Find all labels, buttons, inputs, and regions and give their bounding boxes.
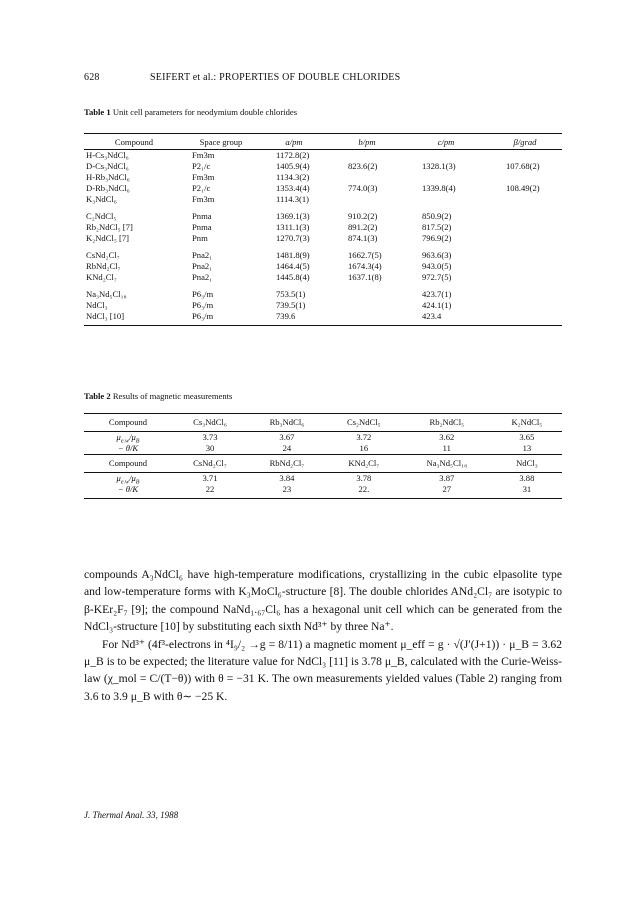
- table1-cell-c: 423.7(1): [422, 289, 452, 299]
- body-text: [84, 566, 562, 705]
- table1-row: [84, 244, 562, 261]
- table2-cell: Cs₃NdCl₆: [172, 414, 248, 432]
- table2-cell: 3.71: [202, 473, 218, 483]
- table1-cell-b: 823.6(2): [348, 161, 378, 171]
- table1-cell-a: 1172.8(2): [276, 150, 310, 160]
- table2-cell: 3.88: [519, 473, 535, 483]
- table2-cell: 30: [205, 443, 215, 453]
- table2-cell: 22.: [326, 484, 402, 499]
- table1-cell-b: 891.2(2): [348, 222, 378, 232]
- table2-cell: 11: [442, 443, 451, 453]
- table1-cell-compound: H-Cs₃NdCl₆: [86, 150, 129, 160]
- table2-cell: 3.73: [202, 432, 218, 442]
- table1-cell-a: 1311.1(3): [276, 222, 310, 232]
- table1-cell-beta: 107.68(2): [506, 161, 540, 171]
- table1-cell-b: [330, 194, 404, 205]
- table1-row: [84, 161, 562, 172]
- table2-caption-text: Results of magnetic measurements: [112, 391, 233, 401]
- table1-cell-a: 1481.8(9): [276, 250, 310, 260]
- table1-cell-group: Fm3m: [192, 150, 215, 160]
- table1-cell-a: 753.5(1): [276, 289, 306, 299]
- table2-moment-row: [84, 432, 562, 444]
- table1-cell-b: [330, 283, 404, 300]
- table1-cell-b: 774.0(3): [348, 183, 378, 193]
- table1-row: [84, 300, 562, 311]
- table1-cell-a: 1270.7(3): [276, 233, 310, 243]
- table1-cell-beta: [488, 300, 562, 311]
- table1-cell-b: [330, 300, 404, 311]
- table2-row-label: Compound: [84, 414, 172, 432]
- table1-cell-c: 963.6(3): [422, 250, 452, 260]
- table2-caption: [84, 391, 232, 401]
- table1-cell-b: [330, 150, 404, 162]
- table1-cell-beta: [488, 283, 562, 300]
- magnetic-results-table: [84, 413, 562, 499]
- table2-cell: Rb₂NdCl₅: [402, 414, 492, 432]
- table2-cell: 3.78: [356, 473, 372, 483]
- table1-cell-beta: [488, 205, 562, 222]
- table1-cell-compound: D-Rb₃NdCl₆: [86, 183, 130, 193]
- body-paragraph-2: For Nd³⁺ (4f³-electrons in ⁴I₉/₂ →g = 8/11) a magnetic moment μ_eff = g · √(J′(J+1)) · μ_B = 3.62 μ_B is to be expected; the literature value for NdCl₃ [11] is 3.78 μ_B, calculated with the Curie-Weiss-law (χ_mol = C/(T−θ)) with θ = −31 K. The own measurements yielded values (Table 2) ranging from 3.6 to 3.9 μ_B with θ∼ −25 K.: [84, 637, 562, 703]
- table2-compound-row: [84, 414, 562, 432]
- table1-cell-c: 1328.1(3): [422, 161, 456, 171]
- table2-row-label: − θ/K: [117, 443, 139, 453]
- table1-cell-a: 1134.3(2): [276, 172, 310, 182]
- table1-cell-compound: Na₃Nd₅Cl₁₈: [86, 289, 127, 299]
- table2-compound-row: [84, 455, 562, 473]
- table2-moment-row: [84, 473, 562, 485]
- table1-cell-c: 850.9(2): [422, 211, 452, 221]
- table1-cell-c: [404, 150, 488, 162]
- table1-cell-a: 1353.4(4): [276, 183, 310, 193]
- table1-cell-group: Pnma: [192, 211, 212, 221]
- table2-theta-row: [84, 443, 562, 455]
- table2-cell: 31: [492, 484, 562, 499]
- table1-cell-compound: Rb₂NdCl₅ [7]: [86, 222, 133, 232]
- table1-cell-b: [330, 172, 404, 183]
- table1-cell-b: 1637.1(8): [348, 272, 382, 282]
- table2-cell: 13: [522, 443, 532, 453]
- table1-cell-b: 874.1(3): [348, 233, 378, 243]
- table2-row-label: $\mu_{e.w}/\mu_B$: [116, 432, 140, 445]
- table1-row: [84, 311, 562, 326]
- table1-cell-group: P6₃/m: [192, 289, 214, 299]
- table2-row-label: $\mu_{e.w}/\mu_B$: [116, 473, 140, 486]
- table2-cell: Cs₂NdCl₅: [326, 414, 402, 432]
- table1-cell-group: Fm3m: [192, 172, 215, 182]
- table2-cell: 3.87: [439, 473, 455, 483]
- table1-cell-compound: RbNd₂Cl₇: [86, 261, 121, 271]
- table1-cell-beta: [488, 172, 562, 183]
- table1-header-cell: a/pm: [258, 134, 330, 150]
- table1-cell-group: P2₁/c: [192, 161, 211, 171]
- running-title: SEIFERT et al.: PROPERTIES OF DOUBLE CHLORIDES: [150, 72, 401, 83]
- table2-label: Table 2: [84, 391, 111, 401]
- body-paragraph-1: compounds A₃NdCl₆ have high-temperature modifications, crystallizing in the cubic elpasolite type and low-temperature forms with K₃MoCl₆-structure [8]. The double chlorides ANd₂Cl₇ are isotypic to β-KEr₂F₇ [9]; the compound NaNd₁.₆₇Cl₆ has a hexagonal unit cell which can be generated from the NdCl₃-structure [10] by substituting each sixth Nd³⁺ by three Na⁺.: [84, 568, 562, 634]
- table2-cell: 23: [248, 484, 326, 499]
- unit-cell-table: [84, 133, 562, 326]
- table1-cell-compound: D-Cs₃NdCl₆: [86, 161, 129, 171]
- table1-cell-group: Fm3m: [192, 194, 215, 204]
- table1-cell-c: 943.0(5): [422, 261, 452, 271]
- table1-cell-group: Pna2₁: [192, 272, 213, 282]
- table2-cell: 22: [172, 484, 248, 499]
- table2-cell: RbNd₂Cl₇: [248, 455, 326, 473]
- table1-cell-beta: [488, 150, 562, 162]
- table1-cell-a: 1464.4(5): [276, 261, 310, 271]
- table1-row: [84, 222, 562, 233]
- table1-row: [84, 150, 562, 162]
- table1-cell-b: 910.2(2): [348, 211, 378, 221]
- table1-caption-text: Unit cell parameters for neodymium double chlorides: [112, 107, 298, 117]
- table1-row: [84, 233, 562, 244]
- table1-cell-a: 1405.9(4): [276, 161, 310, 171]
- table1-cell-group: Pna2₁: [192, 250, 213, 260]
- table1-cell-group: Pna2₁: [192, 261, 213, 271]
- table1-cell-a: 1114.3(1): [276, 194, 310, 204]
- table1-row: [84, 283, 562, 300]
- table2-theta-row: [84, 484, 562, 499]
- table1-cell-c: 972.7(5): [422, 272, 452, 282]
- table2-cell: 3.84: [279, 473, 295, 483]
- table1-row: [84, 261, 562, 272]
- table1-row: [84, 272, 562, 283]
- table1-cell-beta: [488, 244, 562, 261]
- table1-header-cell: c/pm: [404, 134, 488, 150]
- table1-header-cell: β/grad: [488, 134, 562, 150]
- page-number: 628: [84, 72, 100, 83]
- table1-cell-compound: C₂NdCl₅: [86, 211, 117, 221]
- table2-cell: 16: [359, 443, 369, 453]
- table1-cell-compound: CsNd₂Cl₇: [86, 250, 120, 260]
- table1-row: [84, 172, 562, 183]
- table1-row: [84, 183, 562, 194]
- table2-row-label: − θ/K: [84, 484, 172, 499]
- table1-header-cell: Space group: [184, 134, 258, 150]
- table1-cell-beta: [488, 272, 562, 283]
- table1-cell-compound: NdCl₃: [86, 300, 108, 310]
- table1-header-cell: b/pm: [330, 134, 404, 150]
- table1-cell-c: [404, 194, 488, 205]
- table2-cell: 3.65: [519, 432, 535, 442]
- table1-cell-group: Pnm: [192, 233, 208, 243]
- table1-cell-c: 424.1(1): [422, 300, 452, 310]
- table2-cell: Na₃Nd₅Cl₁₈: [402, 455, 492, 473]
- table1-cell-beta: [488, 222, 562, 233]
- table2-cell: 27: [402, 484, 492, 499]
- table1-cell-compound: NdCl₃ [10]: [84, 311, 184, 326]
- table2-cell: K₂NdCl₅: [492, 414, 562, 432]
- table1-cell-a: 1369.1(3): [276, 211, 310, 221]
- table1-cell-c: 1339.8(4): [422, 183, 456, 193]
- table1-row: [84, 194, 562, 205]
- table1-cell-compound: KNd₂Cl₇: [86, 272, 117, 282]
- table1-cell-compound: K₂NdCl₅ [7]: [86, 233, 129, 243]
- table1-cell-compound: K₃NdCl₆: [86, 194, 117, 204]
- table2-cell: 24: [282, 443, 292, 453]
- table1-cell-compound: H-Rb₃NdCl₆: [86, 172, 130, 182]
- table2-cell: KNd₂Cl₇: [326, 455, 402, 473]
- table2-cell: 3.62: [439, 432, 455, 442]
- table2-cell: CsNd₂Cl₇: [172, 455, 248, 473]
- table1-cell-beta: 108.49(2): [506, 183, 540, 193]
- table2-row-label: Compound: [84, 455, 172, 473]
- table1-cell-c: 796.9(2): [422, 233, 452, 243]
- table1-cell-beta: [488, 194, 562, 205]
- table1-cell-group: P6₃/m: [184, 311, 258, 326]
- table1-cell-beta: [488, 311, 562, 326]
- table1-cell-a: 739.5(1): [276, 300, 306, 310]
- table2-cell: 3.72: [356, 432, 372, 442]
- table1-cell-group: P6₃/m: [192, 300, 214, 310]
- table1-cell-b: [330, 311, 404, 326]
- table1-cell-beta: [488, 261, 562, 272]
- table1-label: Table 1: [84, 107, 111, 117]
- table1-cell-c: 423.4: [404, 311, 488, 326]
- table1-cell-beta: [488, 233, 562, 244]
- table2-cell: 3.67: [279, 432, 295, 442]
- table1-cell-c: 817.5(2): [422, 222, 452, 232]
- table1-cell-c: [404, 172, 488, 183]
- table1-cell-group: P2₁/c: [192, 183, 211, 193]
- table1-header-cell: Compound: [84, 134, 184, 150]
- table1-cell-b: 1674.3(4): [348, 261, 382, 271]
- table2-cell: Rb₃NdCl₆: [248, 414, 326, 432]
- table1-cell-a: 1445.8(4): [276, 272, 310, 282]
- table1-caption: [84, 107, 297, 117]
- journal-citation: J. Thermal Anal. 33, 1988: [84, 810, 179, 820]
- table2-cell: NdCl₃: [492, 455, 562, 473]
- table1-cell-a: 739.6: [258, 311, 330, 326]
- table1-cell-group: Pnma: [192, 222, 212, 232]
- table1-row: [84, 205, 562, 222]
- running-head: [84, 72, 562, 83]
- table1-cell-b: 1662.7(5): [348, 250, 382, 260]
